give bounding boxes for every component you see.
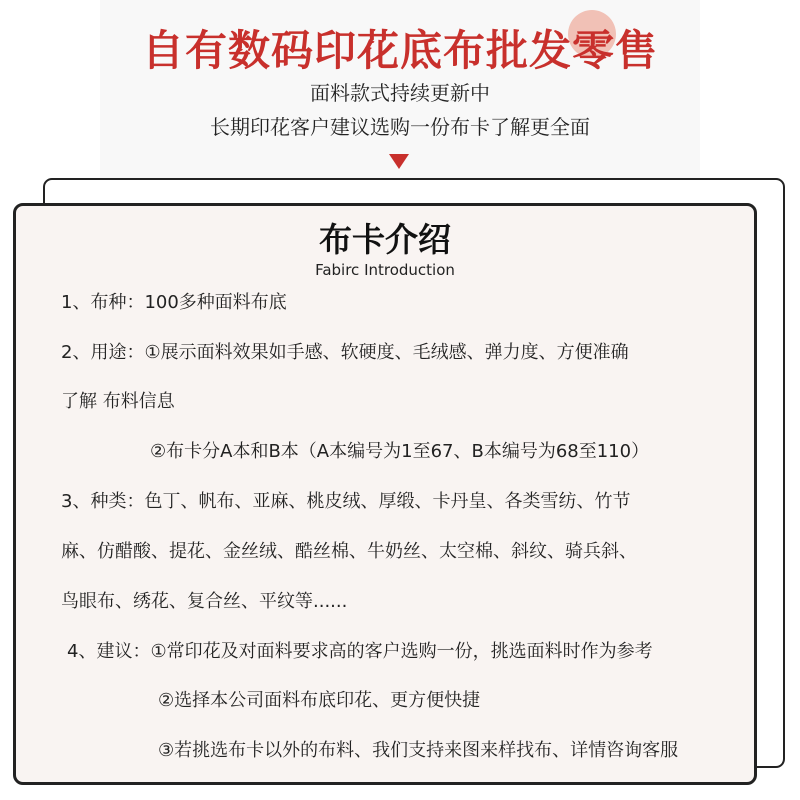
line-fabric-types: 1、布种：100多种面料布底 xyxy=(61,292,287,313)
line-categories-cont-2: 鸟眼布、绣花、复合丝、平纹等...... xyxy=(61,591,348,612)
down-arrow-icon xyxy=(389,154,409,169)
page-title: 自有数码印花底布批发零售 xyxy=(141,26,658,75)
line-usage-books: ②布卡分A本和B本（A本编号为1至67、B本编号为68至110） xyxy=(150,441,650,462)
card-subtitle: Fabirc Introduction xyxy=(315,261,455,279)
card-title: 布卡介绍 xyxy=(319,220,451,259)
line-usage: 2、用途：①展示面料效果如手感、软硬度、毛绒感、弹力度、方便准确 xyxy=(61,342,629,363)
header-subtitle-2: 长期印花客户建议选购一份布卡了解更全面 xyxy=(210,115,590,139)
line-suggestion-3: ③若挑选布卡以外的布料、我们支持来图来样找布、详情咨询客服 xyxy=(158,740,679,761)
header-subtitle-1: 面料款式持续更新中 xyxy=(310,81,490,105)
fabric-card-panel xyxy=(13,203,757,785)
line-suggestion: 4、建议：①常印花及对面料要求高的客户选购一份，挑选面料时作为参考 xyxy=(67,641,653,662)
line-categories: 3、种类：色丁、帆布、亚麻、桃皮绒、厚缎、卡丹皇、各类雪纺、竹节 xyxy=(61,491,631,512)
line-usage-cont: 了解 布料信息 xyxy=(61,391,175,412)
line-categories-cont-1: 麻、仿醋酸、提花、金丝绒、酷丝棉、牛奶丝、太空棉、斜纹、骑兵斜、 xyxy=(61,541,637,562)
line-suggestion-2: ②选择本公司面料布底印花、更方便快捷 xyxy=(158,690,481,711)
